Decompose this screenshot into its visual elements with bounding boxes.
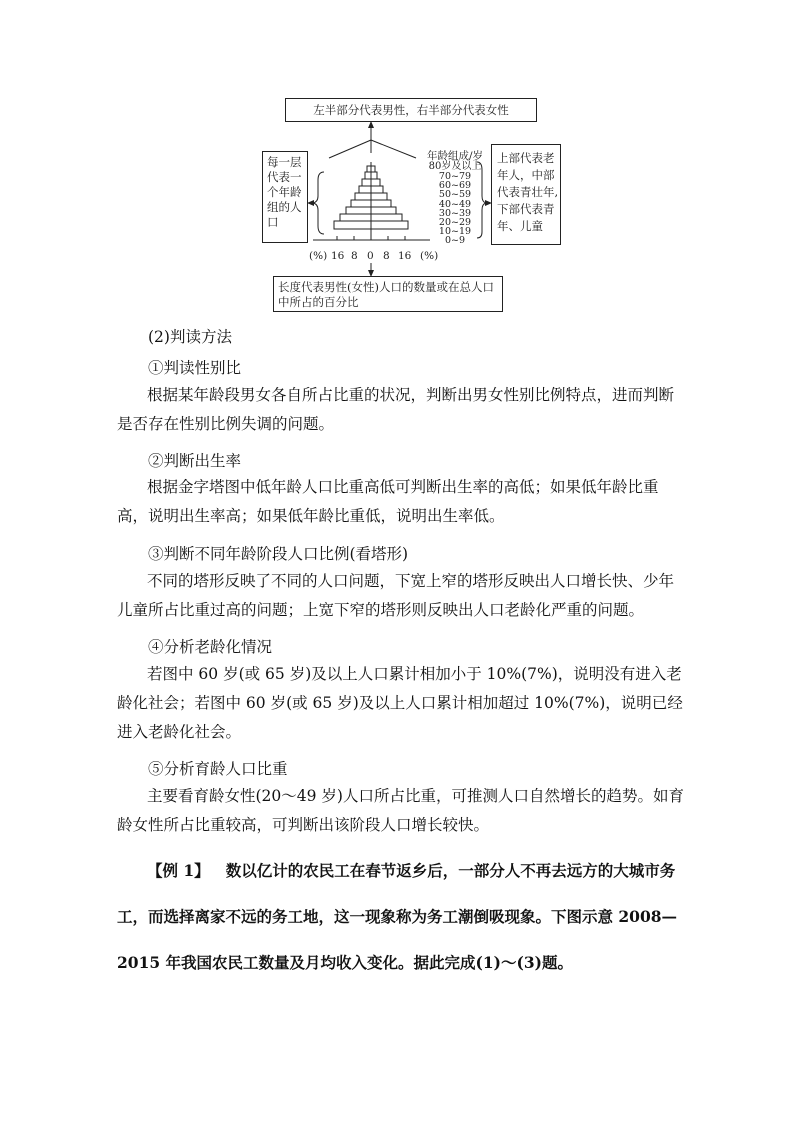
age-title: 年龄组成/岁	[426, 150, 484, 162]
item-body: 根据某年龄段男女各自所占比重的状况，判断出男女性别比例特点，进而判断是否存在性别比例失调的问题。	[117, 386, 675, 433]
example-paragraph	[117, 848, 687, 986]
axis-tick: 0	[367, 250, 374, 262]
item-body: 若图中 60 岁(或 65 岁)及以上人口累计相加小于 10%(7%)，说明没有进入老龄化社会；若图中 60 岁(或 65 岁)及以上人口累计相加超过 10%(7%)，说明已经进入老龄化社会。	[117, 665, 683, 741]
top-caption: 左半部分代表男性，右半部分代表女性	[313, 103, 509, 117]
age-group-label: 70~79	[438, 171, 472, 182]
left-caption-line: 口	[267, 215, 279, 229]
item-body: 根据金字塔图中低年龄人口比重高低可判断出生率的高低；如果低年龄比重高，说明出生率高；如果低年龄比重低，说明出生率低。	[117, 478, 659, 525]
item-title: ③判断不同年龄阶段人口比例(看塔形)	[148, 545, 409, 563]
item-body: 主要看育龄女性(20～49 岁)人口所占比重，可推测人口自然增长的趋势。如育龄女性所占比重较高，可判断出该阶段人口增长较快。	[117, 787, 684, 834]
age-group-label: 10~19	[438, 226, 472, 238]
axis-tick: 8	[351, 250, 358, 262]
left-caption-line: 代表一	[267, 170, 302, 184]
age-group-label: 40~49	[438, 198, 472, 210]
right-caption-line: 代表青壮年,	[497, 185, 559, 199]
axis-unit-left: (%)	[309, 250, 328, 262]
item-title: ④分析老龄化情况	[148, 638, 273, 656]
age-group-label: 0~9	[444, 235, 466, 247]
axis-tick: 16	[331, 250, 345, 262]
item-title: ②判断出生率	[148, 452, 242, 470]
age-group-label: 50~59	[438, 189, 472, 201]
axis-unit-right: (%)	[420, 250, 439, 262]
age-group-label: 20~29	[438, 217, 472, 229]
item-body: 不同的塔形反映了不同的人口问题，下宽上窄的塔形反映出人口增长快、少年儿童所占比重过高的问题；上宽下窄的塔形则反映出人口老龄化严重的问题。	[117, 572, 675, 619]
age-title-sub: 80岁及以上	[428, 161, 482, 172]
right-caption-line: 年、儿童	[497, 219, 543, 233]
age-group-label: 60~69	[438, 180, 472, 192]
right-caption-line: 下部代表青	[497, 202, 555, 216]
left-caption-line: 每一层	[267, 155, 302, 169]
age-group-label: 30~39	[438, 207, 472, 219]
item-title: ①判读性别比	[148, 359, 242, 377]
example-text: 数以亿计的农民工在春节返乡后，一部分人不再去远方的大城市务工，而选择离家不远的务工地，这一现象称为务工潮倒吸现象。下图示意 2008—2015 年我国农民工数量及月均收入变化。据此完成(1)～(3)题。	[117, 861, 678, 972]
bottom-caption-line: 长度代表男性(女性)人口的数量或在总人口	[278, 280, 494, 294]
right-caption-line: 上部代表老	[497, 151, 555, 165]
item-title: ⑤分析育龄人口比重	[148, 760, 288, 778]
bottom-caption-line: 中所占的百分比	[278, 295, 359, 309]
axis-tick: 8	[383, 250, 390, 262]
left-caption-line: 个年龄	[267, 185, 302, 199]
axis-tick: 16	[398, 250, 412, 262]
example-tag: 【例 1】	[147, 861, 210, 880]
pyramid-graphic	[0, 0, 794, 330]
right-caption-line: 年人，中部	[497, 168, 555, 182]
section-heading: (2)判读方法	[148, 328, 232, 346]
left-caption-line: 组的人	[267, 200, 302, 214]
